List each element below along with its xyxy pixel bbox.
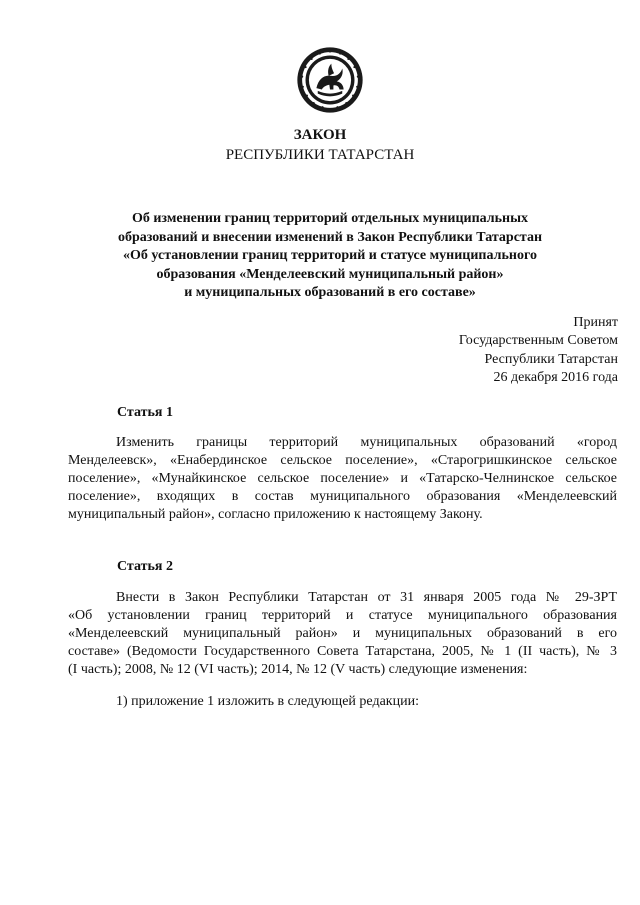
text-line: (I часть); 2008, № 12 (VI часть); 2014, № 12 (V часть) следующие изменения: <box>68 662 528 678</box>
law-subtitle: РЕСПУБЛИКИ ТАТАРСТАН <box>225 147 415 163</box>
text-line: поселение», «Мунайкинское сельское поселение» и «Татарско-Челнинское сельское <box>68 471 617 487</box>
document-heading <box>100 210 560 303</box>
heading-line: и муниципальных образований в его составе» <box>184 285 476 300</box>
heading-line: «Об установлении границ территорий и статусе муниципального <box>123 248 537 263</box>
coat-of-arms-emblem <box>296 46 364 114</box>
amendment-item: 1) приложение 1 изложить в следующей редакции: <box>116 694 419 709</box>
text-line: Изменить границы территорий муниципальных образований «город <box>116 435 617 450</box>
article-1-text <box>68 434 617 524</box>
text-line: Менделеевск», «Енабердинское сельское поселение», «Старогришкинское сельское <box>68 453 617 469</box>
law-title: ЗАКОН <box>293 127 347 143</box>
adoption-line: Принят <box>573 315 618 330</box>
article-2-title: Статья 2 <box>117 559 173 574</box>
heading-line: образования «Менделеевский муниципальный район» <box>156 266 504 282</box>
adoption-block <box>459 314 618 387</box>
article-1-title: Статья 1 <box>117 405 173 420</box>
text-line: составе» (Ведомости Государственного Совета Татарстана, 2005, № 1 (II часть), № 3 <box>68 644 617 660</box>
heading-line: Об изменении границ территорий отдельных муниципальных <box>131 211 529 226</box>
text-line: «Об установлении границ территорий и статусе муниципального образования <box>68 608 617 624</box>
text-line: поселение», входящих в состав муниципального образования «Менделеевский <box>68 489 617 505</box>
text-line: муниципальный район», согласно приложению к настоящему Закону. <box>68 507 483 523</box>
adoption-date: 26 декабря 2016 года <box>493 369 618 385</box>
adoption-line: Республики Татарстан <box>484 351 618 367</box>
heading-line: образований и внесении изменений в Закон Республики Татарстан <box>117 229 543 245</box>
adoption-line: Государственным Советом <box>458 333 618 349</box>
article-2-text <box>68 589 617 679</box>
text-line: Внести в Закон Республики Татарстан от 31 января 2005 года № 29-ЗРТ <box>116 590 617 605</box>
text-line: «Менделеевский муниципальный район» и муниципальных образований в его <box>68 626 617 642</box>
